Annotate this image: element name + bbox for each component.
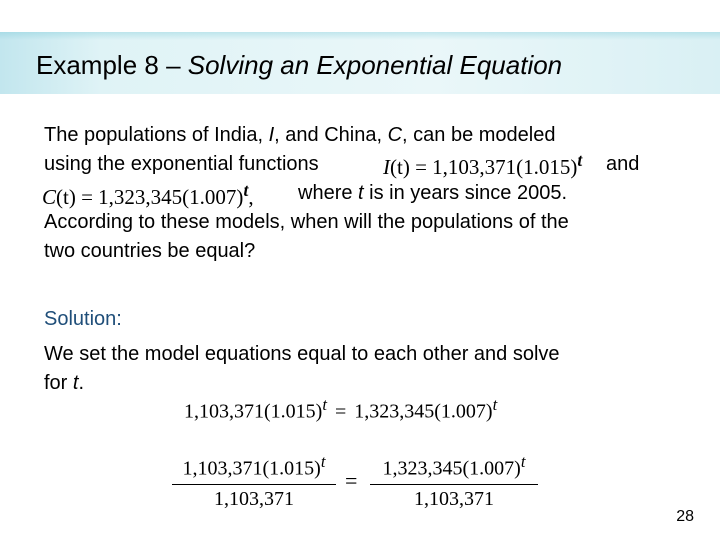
china-model-equation: [42, 180, 254, 210]
left-num-text: 1,103,371(1.015): [182, 457, 321, 480]
left-fraction-bar: [172, 484, 336, 485]
solution-line-2: [44, 371, 84, 395]
solution-var-t: t: [72, 372, 79, 394]
problem-line-3: [298, 181, 567, 205]
equation-set-equal: [184, 395, 497, 424]
china-arg: (t): [56, 185, 76, 209]
india-arg: (t): [390, 155, 410, 179]
right-num-exponent: t: [520, 452, 526, 471]
title-bar-shade: [0, 32, 720, 40]
eq1-right: 1,323,345(1.007): [354, 400, 493, 423]
china-comma: ,: [248, 185, 254, 209]
right-denominator: 1,103,371: [414, 487, 494, 510]
india-var: I: [383, 155, 390, 179]
left-numerator: [172, 450, 336, 481]
right-fraction: [370, 450, 538, 511]
problem-and: and: [606, 153, 640, 175]
slide-title: [36, 50, 562, 80]
problem-line-5: two countries be equal?: [44, 240, 256, 262]
solution-label: Solution:: [44, 308, 122, 330]
china-rhs: = 1,323,345(1.007): [75, 185, 244, 209]
problem-line-2: using the exponential functions: [44, 153, 319, 175]
problem-var-t: t: [358, 182, 364, 204]
eq1-left-exponent: t: [322, 395, 327, 414]
problem-text: The populations of India,: [44, 124, 269, 146]
problem-var-c: C: [387, 124, 403, 146]
title-main: Example 8 –: [36, 50, 188, 80]
china-exponent: t: [243, 180, 249, 200]
solution-text: for: [44, 372, 73, 394]
problem-line-1: [44, 123, 555, 147]
eq2-equals: =: [345, 468, 358, 493]
solution-text: .: [78, 372, 85, 394]
india-rhs: = 1,103,371(1.015): [409, 155, 578, 179]
problem-text: , and China,: [274, 124, 388, 146]
india-model-equation: [383, 150, 582, 180]
solution-line-1: We set the model equations equal to each other and solve: [44, 343, 560, 365]
problem-text: is in years since 2005.: [363, 182, 568, 204]
left-fraction: [172, 450, 336, 511]
left-num-exponent: t: [320, 452, 326, 471]
title-italic: Solving an Exponential Equation: [187, 50, 563, 80]
india-exponent: t: [577, 150, 583, 170]
left-denominator: 1,103,371: [214, 487, 294, 510]
china-var: C: [42, 185, 57, 209]
page-number: 28: [676, 508, 694, 525]
eq1-right-exponent: t: [492, 395, 498, 414]
problem-text: , can be modeled: [402, 124, 556, 146]
eq1-equals: =: [334, 400, 347, 423]
problem-text: where: [298, 182, 359, 204]
right-numerator: [370, 450, 538, 481]
eq1-left: 1,103,371(1.015): [184, 400, 323, 423]
problem-line-4: According to these models, when will the populations of the: [44, 211, 569, 233]
right-num-text: 1,323,345(1.007): [382, 457, 521, 480]
problem-var-i: I: [268, 124, 275, 146]
right-fraction-bar: [370, 484, 538, 485]
